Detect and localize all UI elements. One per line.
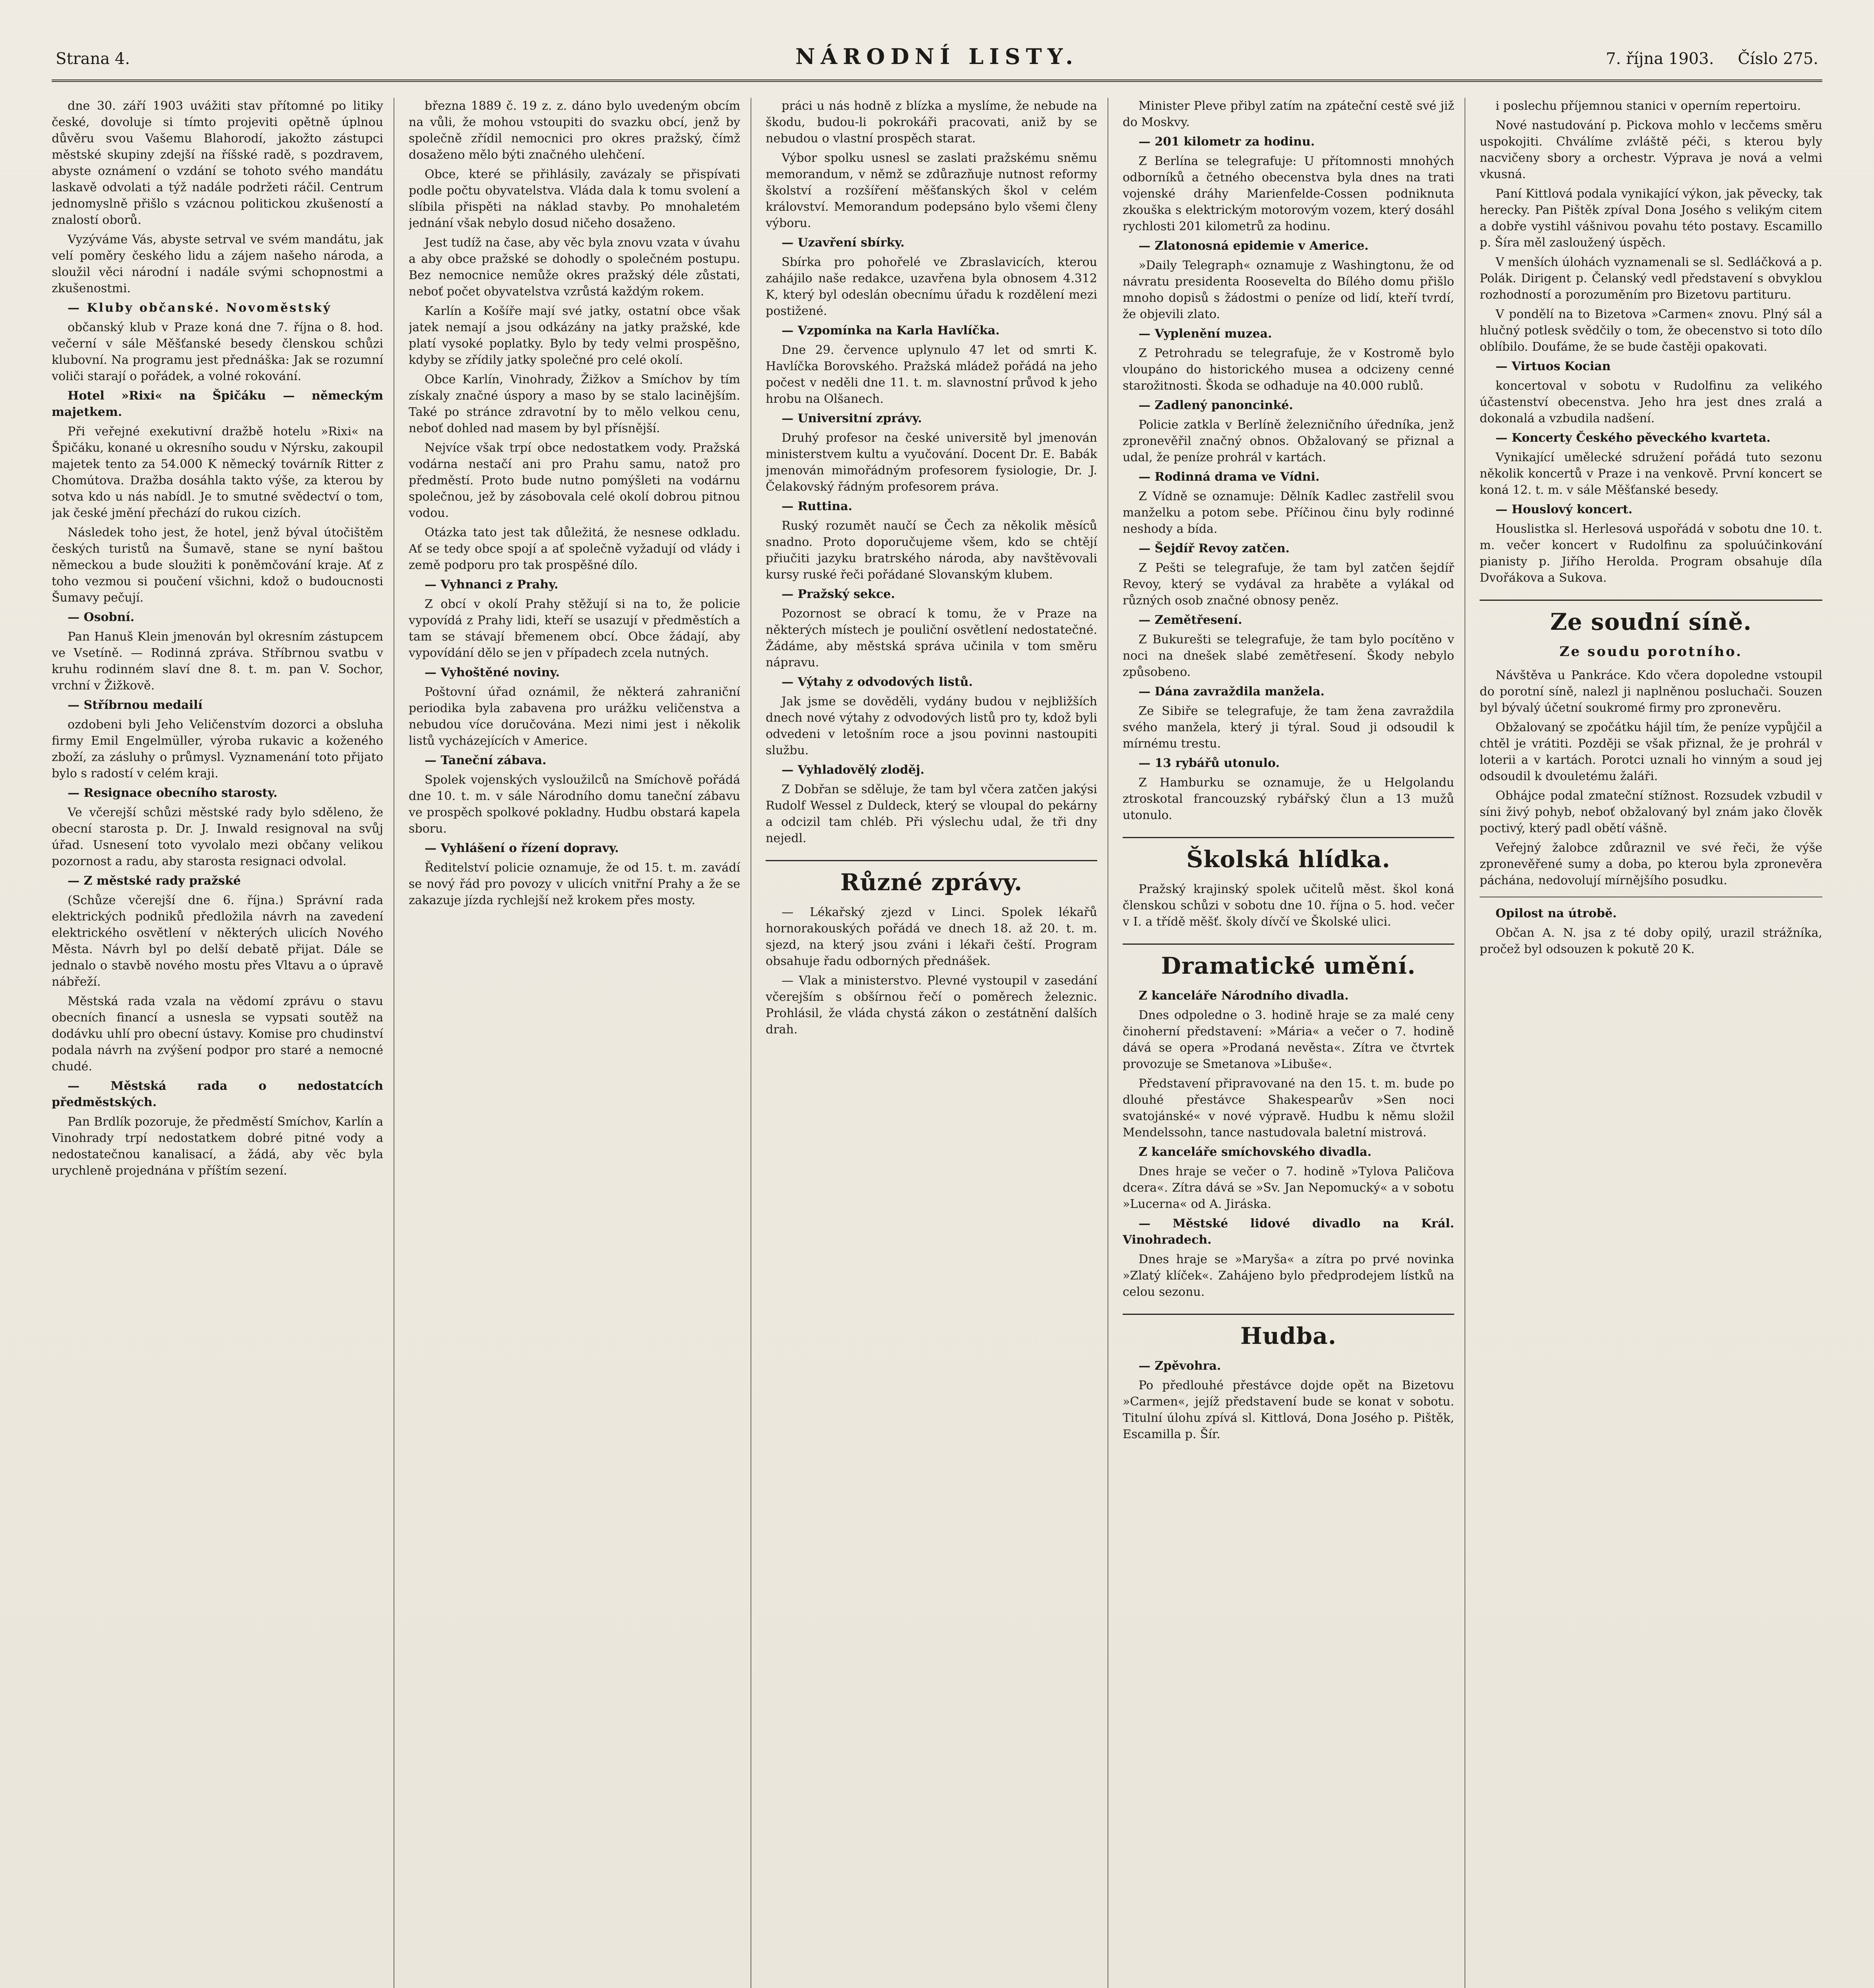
article-paragraph: Obhájce podal zmateční stížnost. Rozsudek vzbudil v síni živý pohyb, neboť obžalovaný byl znám jako člověk poctivý, který padl obětí vášně. xyxy=(1480,789,1822,835)
columns xyxy=(52,98,1822,1988)
article-heading: — Vyhoštěné noviny. xyxy=(425,666,560,679)
article-paragraph: Ve včerejší schůzi městské rady bylo sděleno, že obecní starosta p. Dr. J. Inwald resignoval na svůj úřad. Usnesení toto vyvolalo mezi občany velikou pozornost a radu, aby starosta resignaci odvolal. xyxy=(52,806,383,868)
article-paragraph: Z obcí v okolí Prahy stěžují si na to, že policie vypovídá z Prahy lidi, kteří se usazují v předměstích a tam se stávají břemenem obcí. Obce žádají, aby vypovídání dělo se jen v případech zcela nutných. xyxy=(409,597,740,660)
section-title-drama: Dramatické umění. xyxy=(1123,944,1454,980)
article-heading: — Resignace obecního starosty. xyxy=(68,786,277,800)
article-paragraph: Občan A. N. jsa z té doby opilý, urazil strážníka, pročež byl odsouzen k pokutě 20 K. xyxy=(1480,926,1822,956)
article-paragraph: Vyzýváme Vás, abyste setrval ve svém mandátu, jak velí poměry českého lidu a zájem našeho národa, a sloužil věci národní i nadále svými schopnostmi a zkušenostmi. xyxy=(52,233,383,295)
article-paragraph: Karlín a Košíře mají své jatky, ostatní obce však jatek nemají a jsou odkázány na jatky pražské, kde platí vysoké poplatky. Bylo by tedy velmi prospěšno, kdyby se zřídily jatky společné pro celé okolí. xyxy=(409,304,740,367)
article-heading: — Rodinná drama ve Vídni. xyxy=(1139,470,1320,484)
article-heading: — Z městské rady pražské xyxy=(68,874,241,888)
article-paragraph: Dnes hraje se večer o 7. hodině »Tylova Paličova dcera«. Zítra dává se »Sv. Jan Nepomucký« a v sobotu »Lucerna« od A. Jiráska. xyxy=(1123,1165,1454,1211)
article-heading: — Městské lidové divadlo na Král. Vinohradech. xyxy=(1123,1217,1454,1247)
article-heading: — Dána zavraždila manžela. xyxy=(1139,685,1325,699)
article-paragraph: koncertoval v sobotu v Rudolfinu za velikého účastenství obecenstva. Jeho hra jest dnes zralá a dokonalá a vzbudila nadšení. xyxy=(1480,379,1822,425)
issue-info xyxy=(1461,50,1818,68)
article-paragraph: dne 30. září 1903 uvážiti stav přítomné po litiky české, dovoluje si tímto projeviti opětně úplnou důvěru svou Vašemu Blahorodí, jakožto zástupci městské skupiny zdejší na říšské radě, s pozdravem, abyste oznámení o vzdání se tohoto svého mandátu laskavě odvolati a týž nadále podržeti ráčil. Centrum jednomyslně přišlo s vzácnou politickou zkušeností a znalostí oborů. xyxy=(52,99,383,227)
article-heading: — Zlatonosná epidemie v Americe. xyxy=(1139,239,1369,253)
article-paragraph: V menších úlohách vyznamenali se sl. Sedláčková a p. Polák. Dirigent p. Čelanský vedl představení s obvyklou rozhodností a porozuměním pro Bizetovu partituru. xyxy=(1480,255,1822,302)
article-paragraph: Následek toho jest, že hotel, jenž býval útočištěm českých turistů na Šumavě, stane se nyní baštou německou a bude sloužiti k poněmčování kraje. Ať z toho vezmou si poučení všichni, kdož o budoucnosti Šumavy pečují. xyxy=(52,526,383,605)
subsection-title-porotni: Ze soudu porotního. xyxy=(1559,644,1743,660)
article-heading: — Universitní zprávy. xyxy=(782,412,922,425)
page-number: Strana 4. xyxy=(56,50,130,68)
article-paragraph: »Daily Telegraph« oznamuje z Washingtonu, že od návratu presidenta Roosevelta do Bílého domu přišlo mnoho dopisů s žádostmi o peníze od lidí, kteří tvrdí, že objevili zlato. xyxy=(1123,258,1454,321)
article-paragraph: Po předlouhé přestávce dojde opět na Bizetovu »Carmen«, jejíž představení bude se konat v sobotu. Titulní úlohu zpívá sl. Kittlová, Dona Josého p. Pištěk, Escamilla p. Šír. xyxy=(1123,1378,1454,1441)
article-paragraph: práci u nás hodně z blízka a myslíme, že nebude na škodu, budou-li pokrokáři pracovati, aniž by se nebudou o vlastní prospěch starat. xyxy=(766,99,1097,146)
article-paragraph: Z Pešti se telegrafuje, že tam byl zatčen šejdíř Revoy, který se vydával za hraběte a vylákal od různých osob značné obnosy peněz. xyxy=(1123,561,1454,608)
article-heading: — Vzpomínka na Karla Havlíčka. xyxy=(782,324,1000,338)
article-paragraph: března 1889 č. 19 z. z. dáno bylo uvedeným obcím na vůli, že mohou vstoupiti do svazku obcí, jenž by společně zřídil nemocnici pro okres pražský, čímž dosaženo mělo býti značného ulehčení. xyxy=(409,99,740,162)
article-paragraph: Pan Brdlík pozoruje, že předměstí Smíchov, Karlín a Vinohrady trpí nedostatkem dobré pitné vody a nedostatečnou kanalisací, a žádá, aby věc byla urychleně projednána v příštím sezení. xyxy=(52,1115,383,1178)
article-heading: — Městská rada o nedostatcích předměstských. xyxy=(52,1079,383,1109)
article-heading: — Výtahy z odvodových listů. xyxy=(782,675,973,689)
article-heading: — Stříbrnou medailí xyxy=(68,698,203,712)
article-paragraph: Otázka tato jest tak důležitá, že nesnese odkladu. Ať se tedy obce spojí a ať společně vyžadují od vlády i země podporu pro tak prospěšné dílo. xyxy=(409,526,740,572)
article-paragraph: Při veřejné exekutivní dražbě hotelu »Rixi« na Špičáku, konané u okresního soudu v Nýrsku, zakoupil majetek tento za 54.000 K německý továrník Ritter z Chomútova. Dražba dosáhla takto výše, za kterou by sotva kdo u nás nabídl. Je to smutné svědectví o tom, jak české jmění přechází do rukou cizích. xyxy=(52,425,383,520)
article-paragraph: ozdobeni byli Jeho Veličenstvím dozorci a obsluha firmy Emil Engelmüller, výroba rukavic a koženého zboží, za zásluhy o průmysl. Vyznamenání toto přijato bylo s radostí v celém kraji. xyxy=(52,718,383,780)
article-paragraph: Poštovní úřad oznámil, že některá zahraniční periodika byla zabavena pro urážku veličenstva a nebudou více doručována. Mezi nimi jest i několik listů vycházejících v Americe. xyxy=(409,685,740,748)
section-title-hudba: Hudba. xyxy=(1123,1314,1454,1350)
article-paragraph: Obce Karlín, Vinohrady, Žižkov a Smíchov by tím získaly značné úspory a maso by se stalo lacinějším. Také po stránce zdravotní by to mělo velkou cenu, neboť dohled nad masem by byl přísnější. xyxy=(409,373,740,435)
article-heading: — Vyplenění muzea. xyxy=(1139,327,1272,341)
article-heading: — Osobní. xyxy=(68,610,135,624)
section-title-ruzne: Různé zprávy. xyxy=(766,860,1097,896)
article-paragraph: Veřejný žalobce zdůraznil ve své řeči, že výše zpronevěřené sumy a doba, po kterou byla zpronevěra páchána, nedovolují mírnějšího posudku. xyxy=(1480,841,1822,887)
article-heading: — Ruttina. xyxy=(782,499,852,513)
article-paragraph: Výbor spolku usnesl se zaslati pražskému sněmu memorandum, v němž se zdůrazňuje nutnost reformy školství a rozšíření měšťanských škol v celém království. Memorandum podepsáno bylo všemi členy výboru. xyxy=(766,151,1097,230)
article-heading: — Kluby občanské. Novoměstský xyxy=(68,301,332,315)
article-paragraph: i poslechu příjemnou stanici v operním repertoiru. xyxy=(1496,99,1801,113)
article-paragraph: Z Hamburku se oznamuje, že u Helgolandu ztroskotal francouzský rybářský člun a 13 mužů utonulo. xyxy=(1123,776,1454,822)
newspaper-title: NÁRODNÍ LISTY. xyxy=(795,44,1079,69)
column-1 xyxy=(52,98,394,1988)
article-paragraph: (Schůze včerejší dne 6. října.) Správní rada elektrických podniků předložila návrh na zavedení elektrického osvětlení v některých ulicích Nového Města. Návrh byl po delší debatě přijat. Dále se jednalo o stavbě nového mostu přes Vltavu a o úpravě nábřeží. xyxy=(52,893,383,989)
article-paragraph: Z Dobřan se sděluje, že tam byl včera zatčen jakýsi Rudolf Wessel z Duldeck, který se vloupal do pekárny a odcizil tam chléb. Při výslechu udal, že tři dny nejedl. xyxy=(766,782,1097,845)
article-paragraph: Vynikající umělecké sdružení pořádá tuto sezonu několik koncertů v Praze i na venkově. První koncert se koná 12. t. m. v sále Měšťanské besedy. xyxy=(1480,450,1822,497)
article-paragraph: Pan Hanuš Klein jmenován byl okresním zástupcem ve Vsetíně. — Rodinná zpráva. Stříbrnou svatbu v kruhu rodinném slaví dne 8. t. m. pan V. Sochor, vrchní v Žižkově. xyxy=(52,630,383,693)
article-paragraph: Nejvíce však trpí obce nedostatkem vody. Pražská vodárna nestačí ani pro Prahu samu, natož pro předměstí. Proto bude nutno pomýšleti na vodárnu společnou, jež by zásobovala celé okolí dobrou pitnou vodou. xyxy=(409,441,740,520)
article-heading: Z kanceláře smíchovského divadla. xyxy=(1139,1145,1372,1159)
article-heading: — Zemětřesení. xyxy=(1139,613,1242,627)
article-paragraph: Pozornost se obrací k tomu, že v Praze na některých místech je pouliční osvětlení nedostatečné. Žádáme, aby městská správa učinila v tom směru nápravu. xyxy=(766,607,1097,670)
column-3 xyxy=(766,98,1108,1988)
article-paragraph: občanský klub v Praze koná dne 7. října o 8. hod. večerní v sále Měšťanské besedy členskou schůzi klubovní. Na programu jest přednáška: Jak se rozumní voliči starají o pořádek, a volné rokování. xyxy=(52,320,383,383)
article-heading: — Houslový koncert. xyxy=(1496,503,1633,516)
article-heading: — Taneční zábava. xyxy=(425,753,547,767)
article-paragraph: Představení připravované na den 15. t. m. bude po dlouhé přestávce Shakespearův »Sen noci svatojánské« v nové výpravě. Hudbu k němu složil Mendelssohn, tance nastudovala baletní mistrová. xyxy=(1123,1077,1454,1140)
article-heading: — Šejdíř Revoy zatčen. xyxy=(1139,542,1290,555)
article-paragraph: Dnes hraje se »Maryša« a zítra po prvé novinka »Zlatý klíček«. Zahájeno bylo předprodejem lístků na celou sezonu. xyxy=(1123,1252,1454,1299)
column-5 xyxy=(1480,98,1822,1988)
article-heading: — Koncerty Českého pěveckého kvarteta. xyxy=(1496,431,1771,445)
article-paragraph: Ze Sibiře se telegrafuje, že tam žena zavraždila svého manžela, který ji týral. Soud ji odsoudil k mírnému trestu. xyxy=(1123,704,1454,751)
article-paragraph: Dnes odpoledne o 3. hodině hraje se za malé ceny činoherní představení: »Mária« a večer o 7. hodině dává se opera »Prodaná nevěsta«. Zítra ve čtvrtek provozuje se Smetanova »Libuše«. xyxy=(1123,1008,1454,1071)
article-heading: — Pražský sekce. xyxy=(782,587,895,601)
article-heading: Opilost na útrobě. xyxy=(1496,907,1617,920)
article-paragraph: Jest tudíž na čase, aby věc byla znovu vzata v úvahu a aby obce pražské se dohodly o společném postupu. Bez nemocnice nemůže okres pražský déle zůstati, neboť počet obyvatelstva vzrůstá každým rokem. xyxy=(409,236,740,299)
article-paragraph: Minister Pleve přibyl zatím na zpáteční cestě své již do Moskvy. xyxy=(1123,99,1454,129)
article-paragraph: Obžalovaný se zpočátku hájil tím, že peníze vypůjčil a chtěl je vrátiti. Později se však přiznal, že je prohrál v loterii a v kartách. Porotci uznali ho vinným a soud jej odsoudil k dvouletému žaláři. xyxy=(1480,720,1822,783)
issue-date: 7. října 1903. xyxy=(1606,50,1714,68)
article-paragraph: Z Vídně se oznamuje: Dělník Kadlec zastřelil svou manželku a potom sebe. Příčinou činu byly rodinné neshody a bída. xyxy=(1123,489,1454,536)
article-paragraph: — Vlak a ministerstvo. Plevné vystoupil v zasedání včerejším s obšírnou řečí o poměrech železnic. Prohlásil, že vláda chystá zákon o zestátnění dalších drah. xyxy=(766,974,1097,1037)
article-heading: Z kanceláře Národního divadla. xyxy=(1139,989,1349,1003)
article-paragraph: Z Berlína se telegrafuje: U přítomnosti mnohých odborníků a četného obecenstva byla dnes na trati vojenské dráhy Marienfelde-Cossen podniknuta zkouška s elektrickým motorovým vozem, který dosáhl rychlosti 201 kilometrů za hodinu. xyxy=(1123,154,1454,233)
issue-number: Číslo 275. xyxy=(1738,50,1818,68)
article-paragraph: Obce, které se přihlásily, zavázaly se přispívati podle počtu obyvatelstva. Vláda dala k tomu svolení a slíbila přispěti na náklad stavby. Po mnohaletém jednání však nebylo dosud ničeho dosaženo. xyxy=(409,167,740,230)
article-paragraph: Městská rada vzala na vědomí zprávu o stavu obecních financí a usnesla se vypsati soutěž na dodávku uhlí pro obecní ústavy. Komise pro chudinství podala návrh na zvýšení podpor pro staré a nemocné chudé. xyxy=(52,994,383,1074)
article-paragraph: Ředitelství policie oznamuje, že od 15. t. m. zavádí se nový řád pro povozy v ulicích vnitřní Prahy a že se zakazuje jízda rychlejší než krokem přes mosty. xyxy=(409,861,740,907)
article-paragraph: Ruský rozumět naučí se Čech za několik měsíců snadno. Proto doporučujeme všem, kdo se chtějí přiučiti jazyku bratrského národa, aby navštěvovali kursy ruské řeči pořádané Slovanským klubem. xyxy=(766,519,1097,582)
article-heading: — 201 kilometr za hodinu. xyxy=(1139,135,1315,149)
article-heading: — Virtuos Kocian xyxy=(1496,359,1611,373)
article-heading: — 13 rybářů utonulo. xyxy=(1139,756,1280,770)
article-paragraph: Houslistka sl. Herlesová uspořádá v sobotu dne 10. t. m. večer koncert v Rudolfinu za spoluúčinkování pianisty p. Jiřího Herolda. Program obsahuje díla Dvořákova a Sukova. xyxy=(1480,522,1822,585)
column-2 xyxy=(409,98,751,1988)
article-paragraph: Dne 29. července uplynulo 47 let od smrti K. Havlíčka Borovského. Pražská mládež pořádá na jeho počest v neděli dne 11. t. m. slavnostní průvod k jeho hrobu na Olšanech. xyxy=(766,343,1097,406)
section-title-soudni: Ze soudní síně. xyxy=(1480,600,1822,636)
masthead xyxy=(52,44,1822,82)
article-heading: — Zpěvohra. xyxy=(1139,1359,1221,1373)
article-paragraph: Pražský krajinský spolek učitelů měst. škol koná členskou schůzi v sobotu dne 10. října o 5. hod. večer v I. a třídě měšť. školy dívčí ve Školské ulici. xyxy=(1123,882,1454,929)
column-4 xyxy=(1123,98,1465,1988)
article-heading: — Zadlený panoncinké. xyxy=(1139,398,1293,412)
article-paragraph: — Lékařský zjezd v Linci. Spolek lékařů hornorakouských pořádá ve dnech 18. až 20. t. m. sjezd, na který jsou zváni i lékaři čeští. Program obsahuje řadu odborných přednášek. xyxy=(766,905,1097,968)
article-heading: Hotel »Rixi« na Špičáku — německým majetkem. xyxy=(52,389,383,419)
article-paragraph: V pondělí na to Bizetova »Carmen« znovu. Plný sál a hlučný potlesk svědčily o tom, že obecenstvo si toto dílo oblíbilo. Doufáme, že se bude častěji opakovati. xyxy=(1480,307,1822,354)
article-paragraph: Návštěva u Pankráce. Kdo včera dopoledne vstoupil do porotní síně, nalezl ji naplněnou posluchači. Souzen byl bývalý účetní soukromé firmy pro zpronevěru. xyxy=(1480,668,1822,715)
article-paragraph: Nové nastudování p. Pickova mohlo v lecčems směru uspokojiti. Chválíme zvláště péči, s kterou byly nacvičeny sbory a orchestr. Výprava je nová a velmi vkusná. xyxy=(1480,118,1822,181)
article-paragraph: Paní Kittlová podala vynikající výkon, jak pěvecky, tak herecky. Pan Pištěk zpíval Dona Josého s velikým citem a dobře vystihl vášnivou povahu této postavy. Escamillo p. Šíra měl zasloužený úspěch. xyxy=(1480,187,1822,250)
article-paragraph: Druhý profesor na české universitě byl jmenován ministerstvem kultu a vyučování. Docent Dr. E. Babák jmenován mimořádným profesorem fysiologie, Dr. J. Čelakovský řádným profesorem práva. xyxy=(766,431,1097,494)
article-paragraph: Z Petrohradu se telegrafuje, že v Kostromě bylo vloupáno do historického musea a odcizeny cenné starožitnosti. Škoda se odhaduje na 40.000 rublů. xyxy=(1123,346,1454,393)
article-heading: — Vyhladovělý zloděj. xyxy=(782,763,925,777)
article-paragraph: Sbírka pro pohořelé ve Zbraslavicích, kterou zahájilo naše redakce, uzavřena byla obnosem 4.312 K, který byl odeslán obecnímu úřadu k rozdělení mezi postižené. xyxy=(766,255,1097,318)
article-paragraph: Z Bukurešti se telegrafuje, že tam bylo pocítěno v noci na dnešek slabé zemětřesení. Škody nebylo způsobeno. xyxy=(1123,633,1454,679)
article-heading: — Vyhnanci z Prahy. xyxy=(425,578,559,592)
article-paragraph: Policie zatkla v Berlíně železničního úředníka, jenž zpronevěřil značný obnos. Obžalovaný se přiznal a udal, že peníze prohrál v kartách. xyxy=(1123,418,1454,464)
article-paragraph: Spolek vojenských vysloužilců na Smíchově pořádá dne 10. t. m. v sále Národního domu taneční zábavu ve prospěch spolkové pokladny. Hudbu obstará kapela sboru. xyxy=(409,773,740,836)
article-heading: — Uzavření sbírky. xyxy=(782,236,905,250)
section-title-skolska: Školská hlídka. xyxy=(1123,837,1454,873)
article-paragraph: Jak jsme se dověděli, vydány budou v nejbližších dnech nové výtahy z odvodových listů pro ty, kdož byli odvedeni v letošním roce a jsou povinni nastoupiti službu. xyxy=(766,695,1097,757)
article-heading: — Vyhlášení o řízení dopravy. xyxy=(425,841,619,855)
